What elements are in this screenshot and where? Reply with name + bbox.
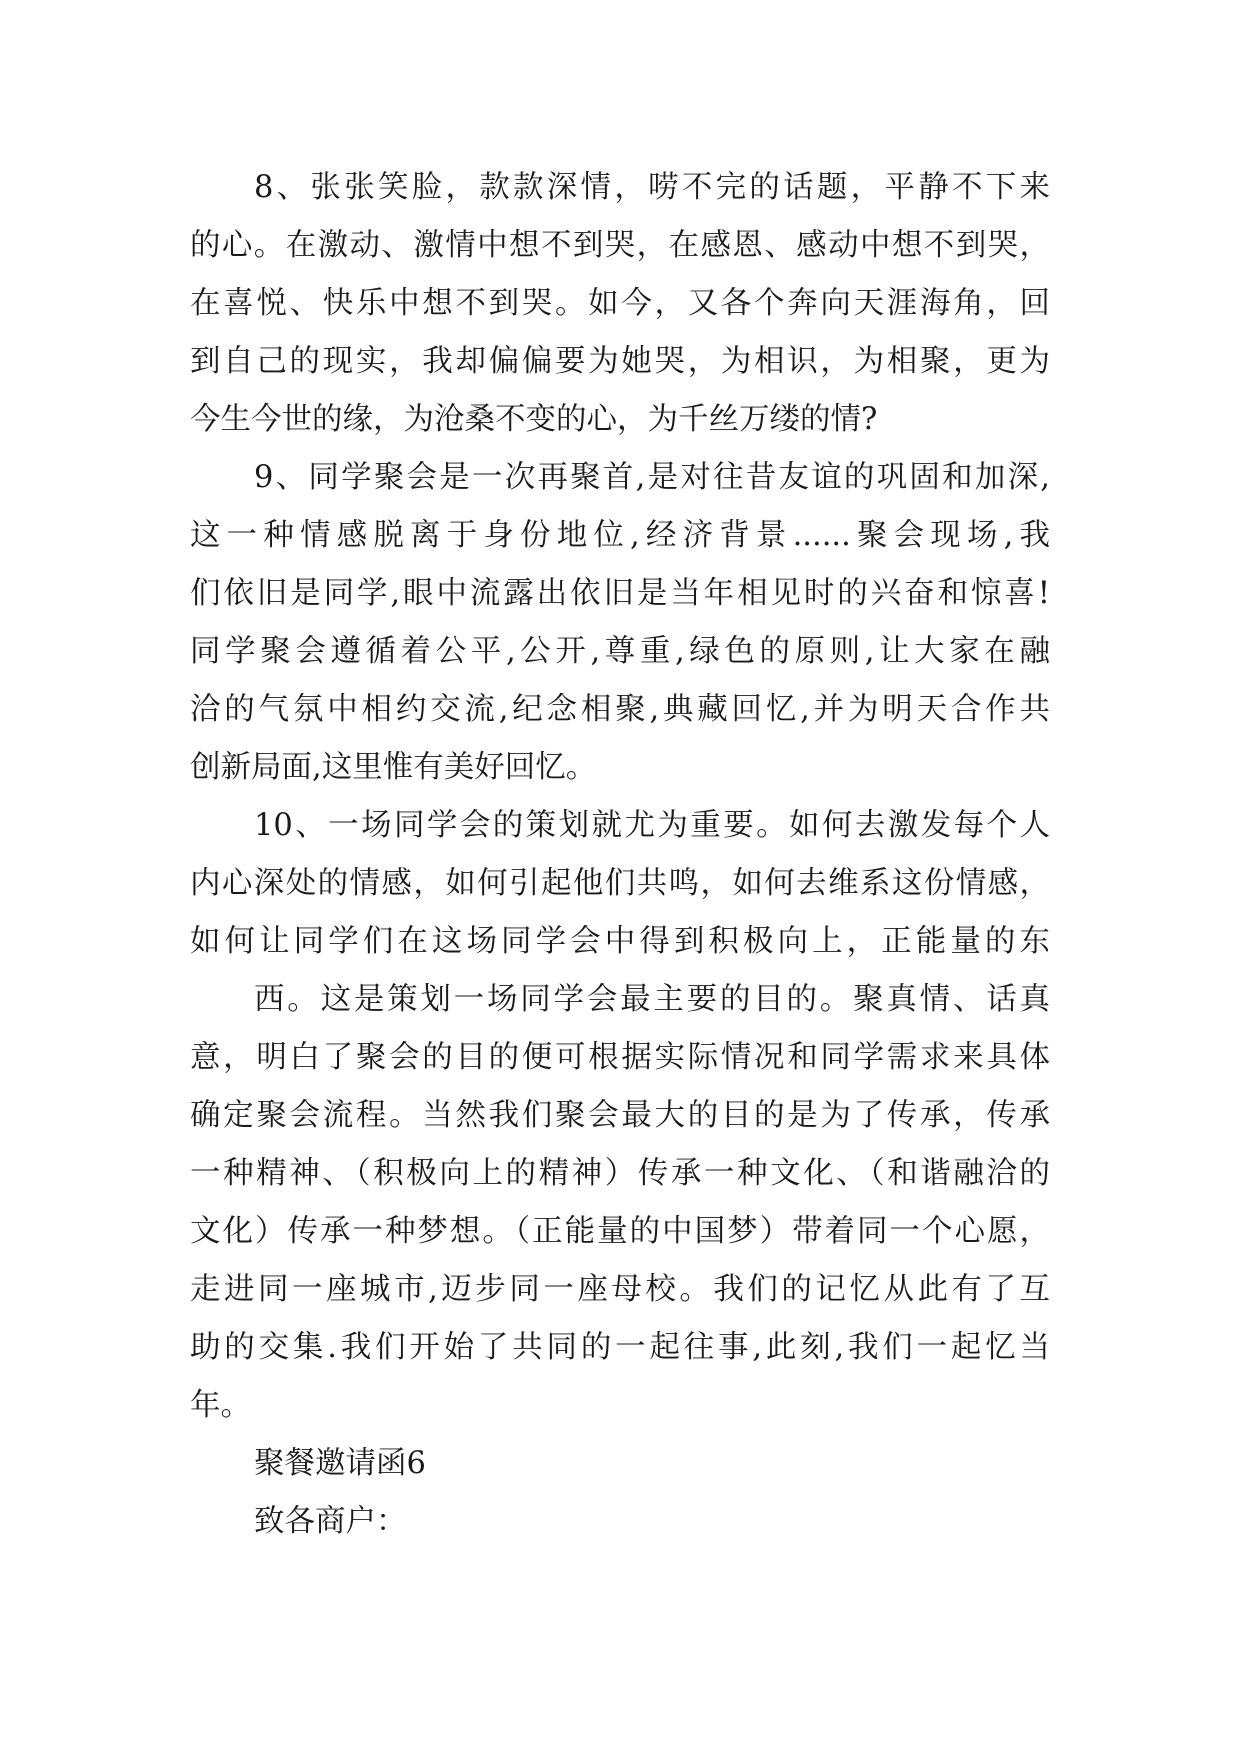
paragraph-10-line-3: 如何让同学们在这场同学会中得到积极向上，正能量的东 bbox=[190, 924, 1050, 959]
paragraph-9-line-3: 们依旧是同学,眼中流露出依旧是当年相见时的兴奋和惊喜! bbox=[190, 576, 1050, 611]
paragraph-10b-line-3: 确定聚会流程。当然我们聚会最大的目的是为了传承，传承 bbox=[190, 1098, 1050, 1133]
paragraph-10-line-1: 10、一场同学会的策划就尤为重要。如何去激发每个人 bbox=[254, 808, 1050, 843]
paragraph-10b-line-5: 文化）传承一种梦想。（正能量的中国梦）带着同一个心愿， bbox=[190, 1214, 1050, 1249]
paragraph-10b-line-4: 一种精神、（积极向上的精神）传承一种文化、（和谐融洽的 bbox=[190, 1156, 1050, 1191]
paragraph-10-line-2: 内心深处的情感，如何引起他们共鸣，如何去维系这份情感， bbox=[190, 866, 1050, 901]
paragraph-8-line-5: 今生今世的缘，为沧桑不变的心，为千丝万缕的情? bbox=[190, 402, 878, 437]
paragraph-8-line-3: 在喜悦、快乐中想不到哭。如今，又各个奔向天涯海角，回 bbox=[190, 286, 1050, 321]
paragraph-9-line-1: 9、同学聚会是一次再聚首,是对往昔友谊的巩固和加深, bbox=[254, 460, 1050, 495]
paragraph-9-line-4: 同学聚会遵循着公平,公开,尊重,绿色的原则,让大家在融 bbox=[190, 634, 1050, 669]
paragraph-8-line-2: 的心。在激动、激情中想不到哭，在感恩、感动中想不到哭， bbox=[190, 228, 1050, 263]
paragraph-10b-line-2: 意，明白了聚会的目的便可根据实际情况和同学需求来具体 bbox=[190, 1040, 1050, 1075]
salutation: 致各商户： bbox=[254, 1504, 407, 1539]
paragraph-10b-line-8: 年。 bbox=[190, 1388, 251, 1423]
paragraph-10b-line-7: 助的交集.我们开始了共同的一起往事,此刻,我们一起忆当 bbox=[190, 1330, 1050, 1365]
paragraph-9-line-5: 洽的气氛中相约交流,纪念相聚,典藏回忆,并为明天合作共 bbox=[190, 692, 1050, 727]
paragraph-9-line-6: 创新局面,这里惟有美好回忆。 bbox=[190, 750, 597, 785]
paragraph-10b-line-6: 走进同一座城市,迈步同一座母校。我们的记忆从此有了互 bbox=[190, 1272, 1050, 1307]
paragraph-9-line-2: 这一种情感脱离于身份地位,经济背景......聚会现场,我 bbox=[190, 518, 1050, 553]
paragraph-8-line-4: 到自己的现实，我却偏偏要为她哭，为相识，为相聚，更为 bbox=[190, 344, 1050, 379]
paragraph-8-line-1: 8、张张笑脸，款款深情，唠不完的话题，平静不下来 bbox=[254, 170, 1050, 205]
paragraph-10b-line-1: 西。这是策划一场同学会最主要的目的。聚真情、话真 bbox=[254, 982, 1050, 1017]
section-heading: 聚餐邀请函6 bbox=[254, 1446, 426, 1481]
